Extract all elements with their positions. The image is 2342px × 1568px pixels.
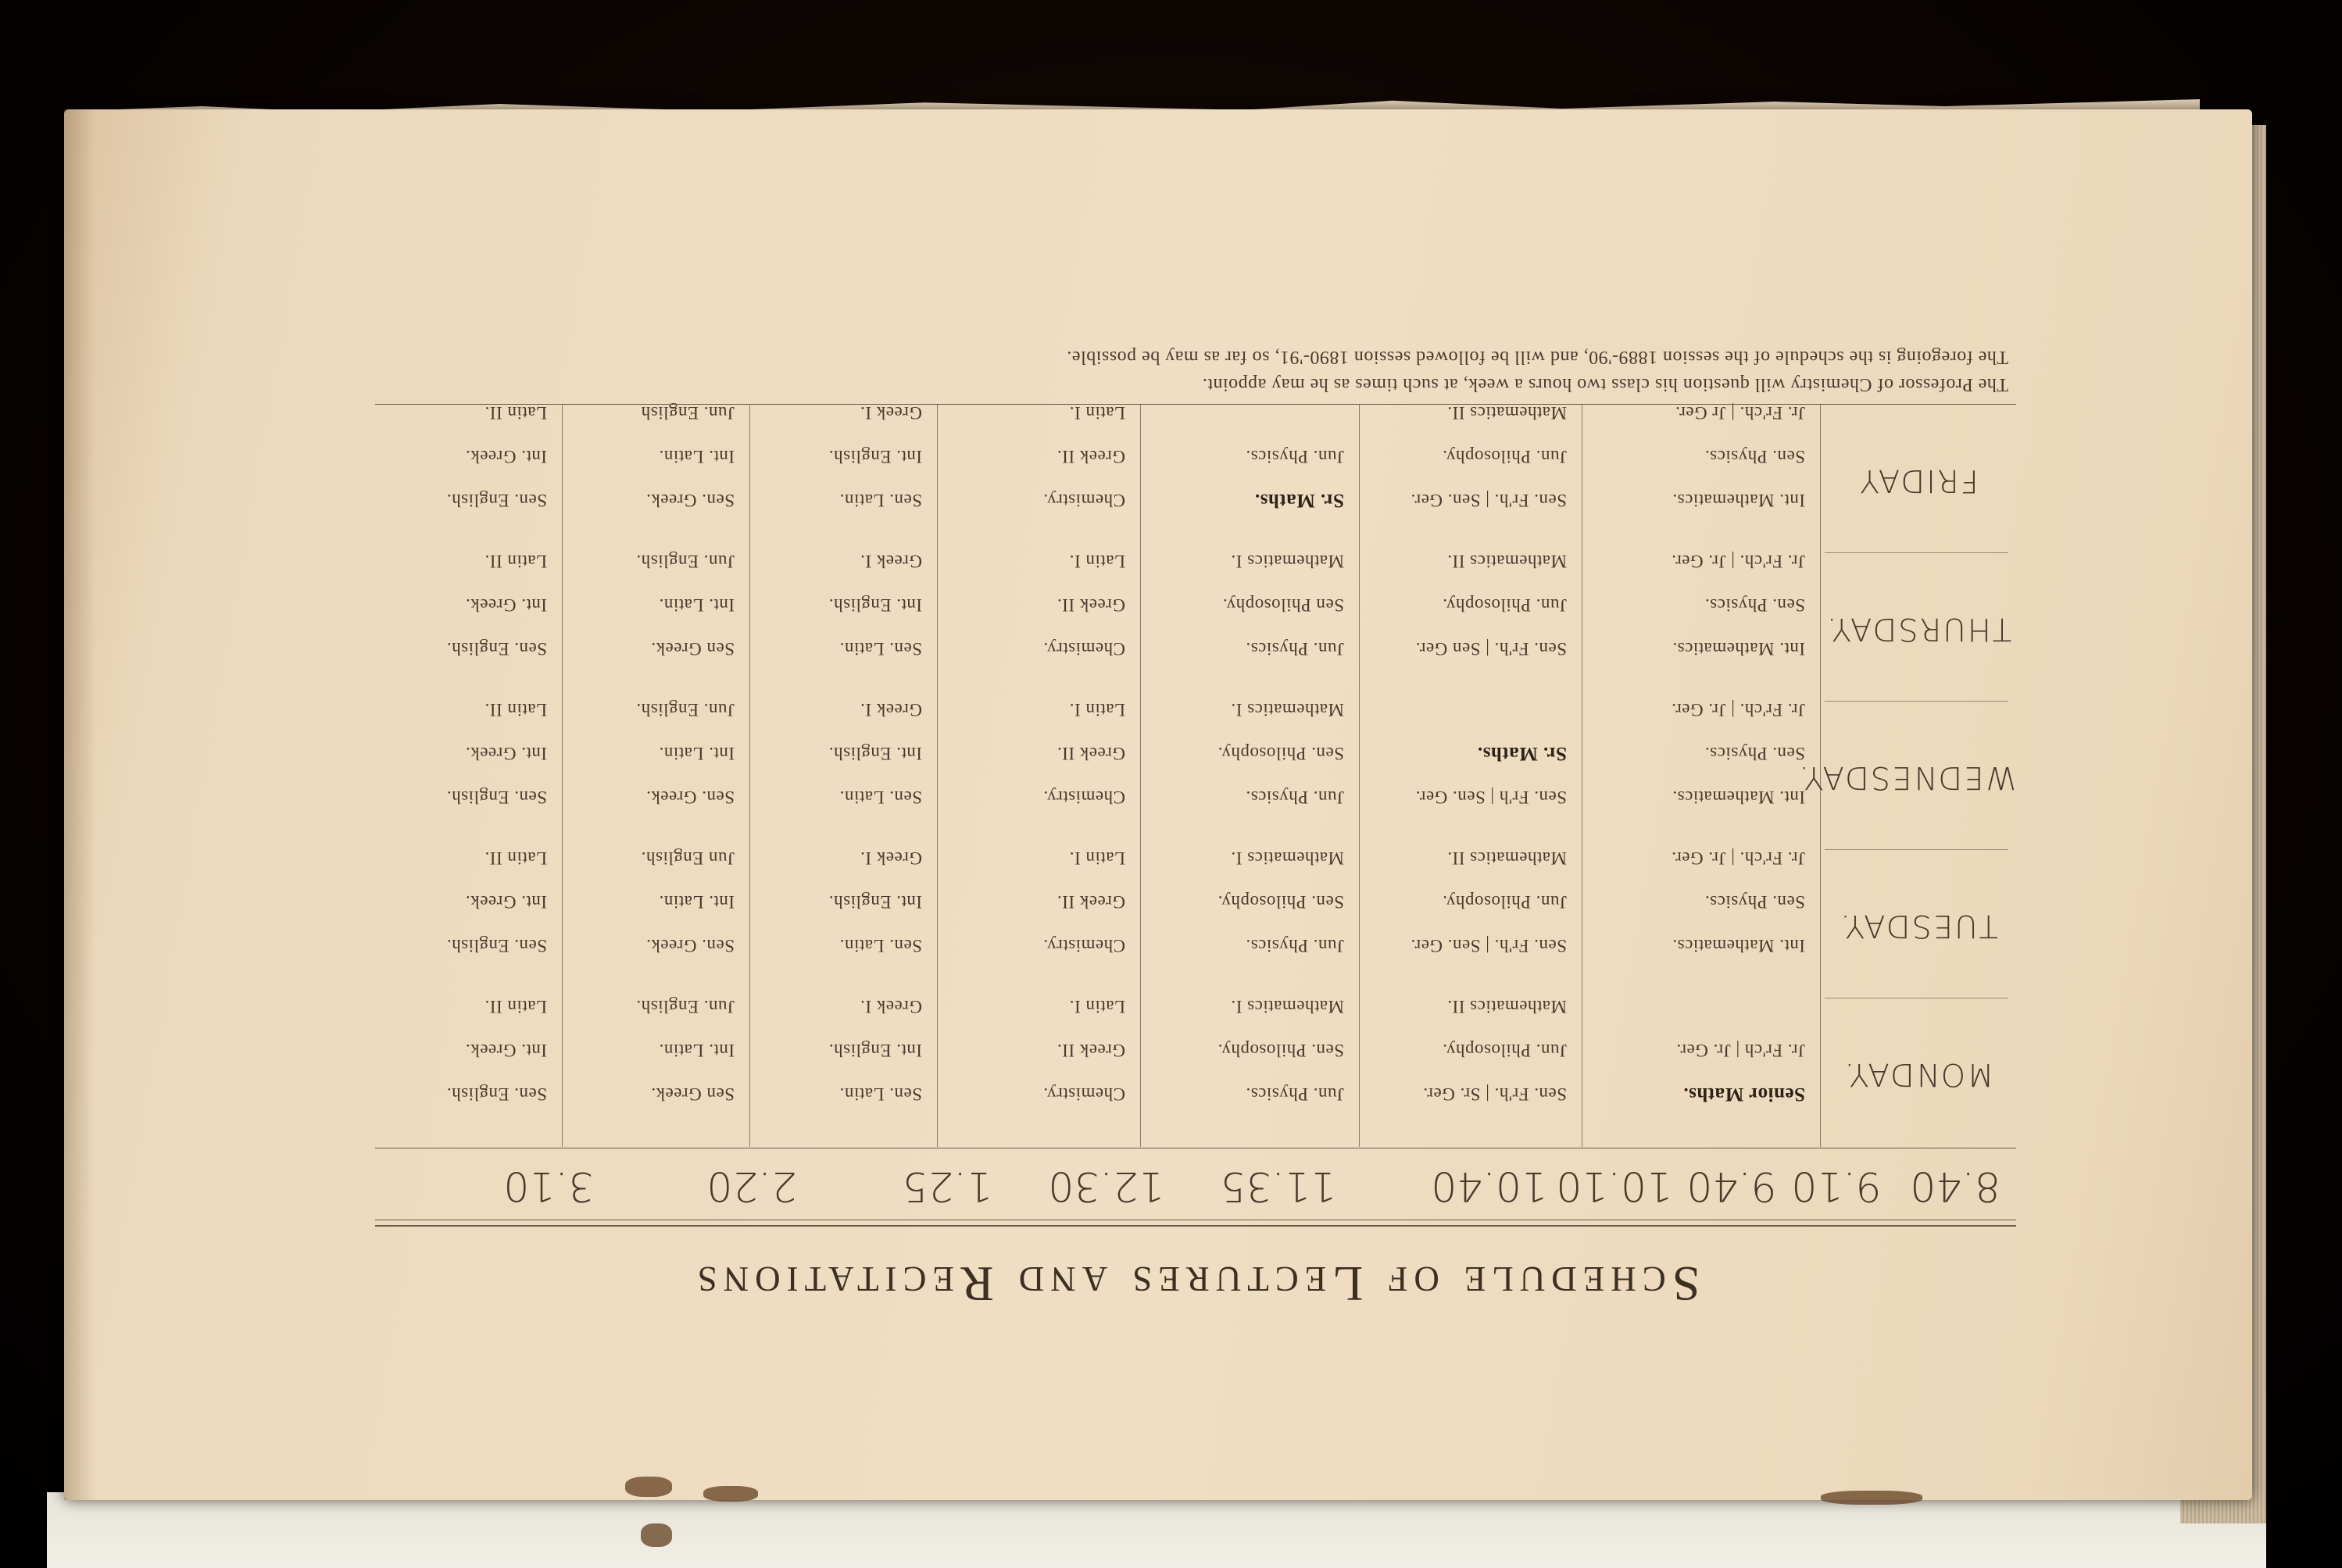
wednesday-col-7: Sen. English. Int. Greek. Latin II. <box>446 700 547 807</box>
page-gutter-shadow <box>64 109 95 1500</box>
wednesday-col-3: Jun. Physics. Sen. Philosophy. Mathematics I. <box>1217 700 1344 807</box>
friday-col-2: Sen. Fr'h. | Sen. Ger. Jun. Philosophy. Mathematics II. <box>1411 403 1567 510</box>
time-header <box>375 1147 2016 1217</box>
tuesday-col-3: Jun. Physics. Sen. Philosophy. Mathematics I. <box>1217 848 1344 955</box>
row-separator <box>1825 701 2008 702</box>
tuesday-col-2: Sen. Fr'h. | Sen. Ger. Jun. Philosophy. Mathematics II. <box>1411 848 1567 955</box>
thursday-col-7: Sen. English. Int. Greek. Latin II. <box>446 552 547 659</box>
friday-col-4: Chemistry. Greek II. Latin I. <box>1042 403 1125 510</box>
thursday-col-2: Sen. Fr'h. | Sen Ger. Jun. Philosophy. Mathematics II. <box>1415 552 1567 659</box>
monday-col-6: Sen Greek. Int. Latin. Jun. English. <box>636 997 735 1104</box>
column-divider <box>937 405 938 1147</box>
friday-col-1: Int. Mathematics. Sen. Physics. Jr. Fr'ch. | Jr Ger. <box>1672 403 1805 510</box>
monday-col-7: Sen. English. Int. Greek. Latin II. <box>446 997 547 1104</box>
thursday-col-6: Sen Greek. Int. Latin. Jun. English. <box>636 552 735 659</box>
friday-col-7: Sen. English. Int. Greek. Latin II. <box>446 403 547 510</box>
monday-col-1: Senior Maths. Jr. Fr'ch | Jr. Ger. <box>1675 1041 1805 1105</box>
tuesday-col-1: Int. Mathematics. Sen. Physics. Jr. Fr'ch. | Jr. Ger. <box>1671 848 1805 955</box>
day-label-monday: MONDAY. <box>1843 1056 1994 1092</box>
thursday-col-5: Sen. Latin. Int. English. Greek I. <box>828 552 922 659</box>
stain <box>625 1477 672 1497</box>
time-slot: 11.35 <box>1220 1163 1336 1209</box>
time-slot: 3.10 <box>503 1163 594 1209</box>
thursday-col-4: Chemistry. Greek II. Latin I. <box>1042 552 1125 659</box>
friday-col-5: Sen. Latin. Int. English. Greek I. <box>828 403 922 510</box>
wednesday-col-6: Sen. Greek. Int. Latin. Jun. English. <box>636 700 735 807</box>
time-slot: 10.40 <box>1431 1163 1547 1209</box>
friday-col-3: Sr. Maths. Jun. Physics. <box>1246 447 1344 511</box>
footnote-session: The foregoing is the schedule of the session 1889-'90, and will be followed session 1890-'91, so far as may be possible. <box>1066 347 2008 367</box>
column-divider <box>1140 405 1141 1147</box>
schedule-content-rotated <box>375 227 2016 1313</box>
monday-col-5: Sen. Latin. Int. English. Greek I. <box>828 997 922 1104</box>
column-divider <box>1359 405 1360 1147</box>
stain <box>1821 1491 1922 1505</box>
thursday-col-1: Int. Mathematics. Sen. Physics. Jr. Fr'ch. | Jr. Ger. <box>1671 552 1805 659</box>
page-title: Schedule of Lectures and Recitations <box>691 1256 1700 1312</box>
tuesday-col-5: Sen. Latin. Int. English. Greek I. <box>828 848 922 955</box>
wednesday-col-1: Int. Mathematics. Sen. Physics. Jr. Fr'ch. | Jr. Ger. <box>1671 700 1805 807</box>
tuesday-col-4: Chemistry. Greek II. Latin I. <box>1042 848 1125 955</box>
time-slot: 2.20 <box>706 1163 797 1209</box>
time-slot: 9.10 <box>1791 1163 1882 1209</box>
day-label-friday: FRIDAY <box>1858 463 1979 498</box>
time-slot: 1.25 <box>902 1163 992 1209</box>
monday-col-4: Chemistry. Greek II. Latin I. <box>1042 997 1125 1104</box>
tuesday-col-6: Sen. Greek. Int. Latin. Jun English. <box>641 848 735 955</box>
time-slot: 12.30 <box>1048 1163 1164 1209</box>
row-separator <box>1825 552 2008 553</box>
stain <box>641 1523 672 1547</box>
day-label-thursday: THURSDAY. <box>1825 611 2012 647</box>
title-rule <box>375 1225 2016 1227</box>
day-label-wednesday: WEDNESDAY. <box>1797 759 2016 795</box>
schedule-grid <box>375 405 2016 1147</box>
wednesday-col-2: Sen. Fr'h | Sen. Ger. Sr. Maths. <box>1415 743 1567 807</box>
row-separator <box>1825 849 2008 850</box>
column-divider <box>749 405 750 1147</box>
wednesday-col-4: Chemistry. Greek II. Latin I. <box>1042 700 1125 807</box>
friday-col-6: Sen. Greek. Int. Latin. Jun. English <box>641 403 735 510</box>
thursday-col-3: Jun. Physics. Sen Philosophy. Mathematics I. <box>1222 552 1344 659</box>
footer-rule <box>375 404 2016 405</box>
monday-col-2: Sen. Fr'h. | Sr. Ger. Jun. Philosophy. Mathematics II. <box>1422 997 1567 1104</box>
under-page <box>47 1492 2266 1568</box>
time-slot: 8.40 <box>1910 1163 2001 1209</box>
wednesday-col-5: Sen. Latin. Int. English. Greek I. <box>828 700 922 807</box>
footnote-chemistry: The Professor of Chemistry will question his class two hours a week, at such times as he may appoint. <box>1202 374 2008 395</box>
stain <box>703 1486 758 1502</box>
tuesday-col-7: Sen. English. Int. Greek. Latin II. <box>446 848 547 955</box>
time-slot: 10.10 <box>1556 1163 1672 1209</box>
monday-col-3: Jun. Physics. Sen. Philosophy. Mathematics I. <box>1217 997 1344 1104</box>
time-slot: 9.40 <box>1686 1163 1777 1209</box>
day-label-tuesday: TUESDAY. <box>1839 908 1998 944</box>
column-divider <box>562 405 563 1147</box>
